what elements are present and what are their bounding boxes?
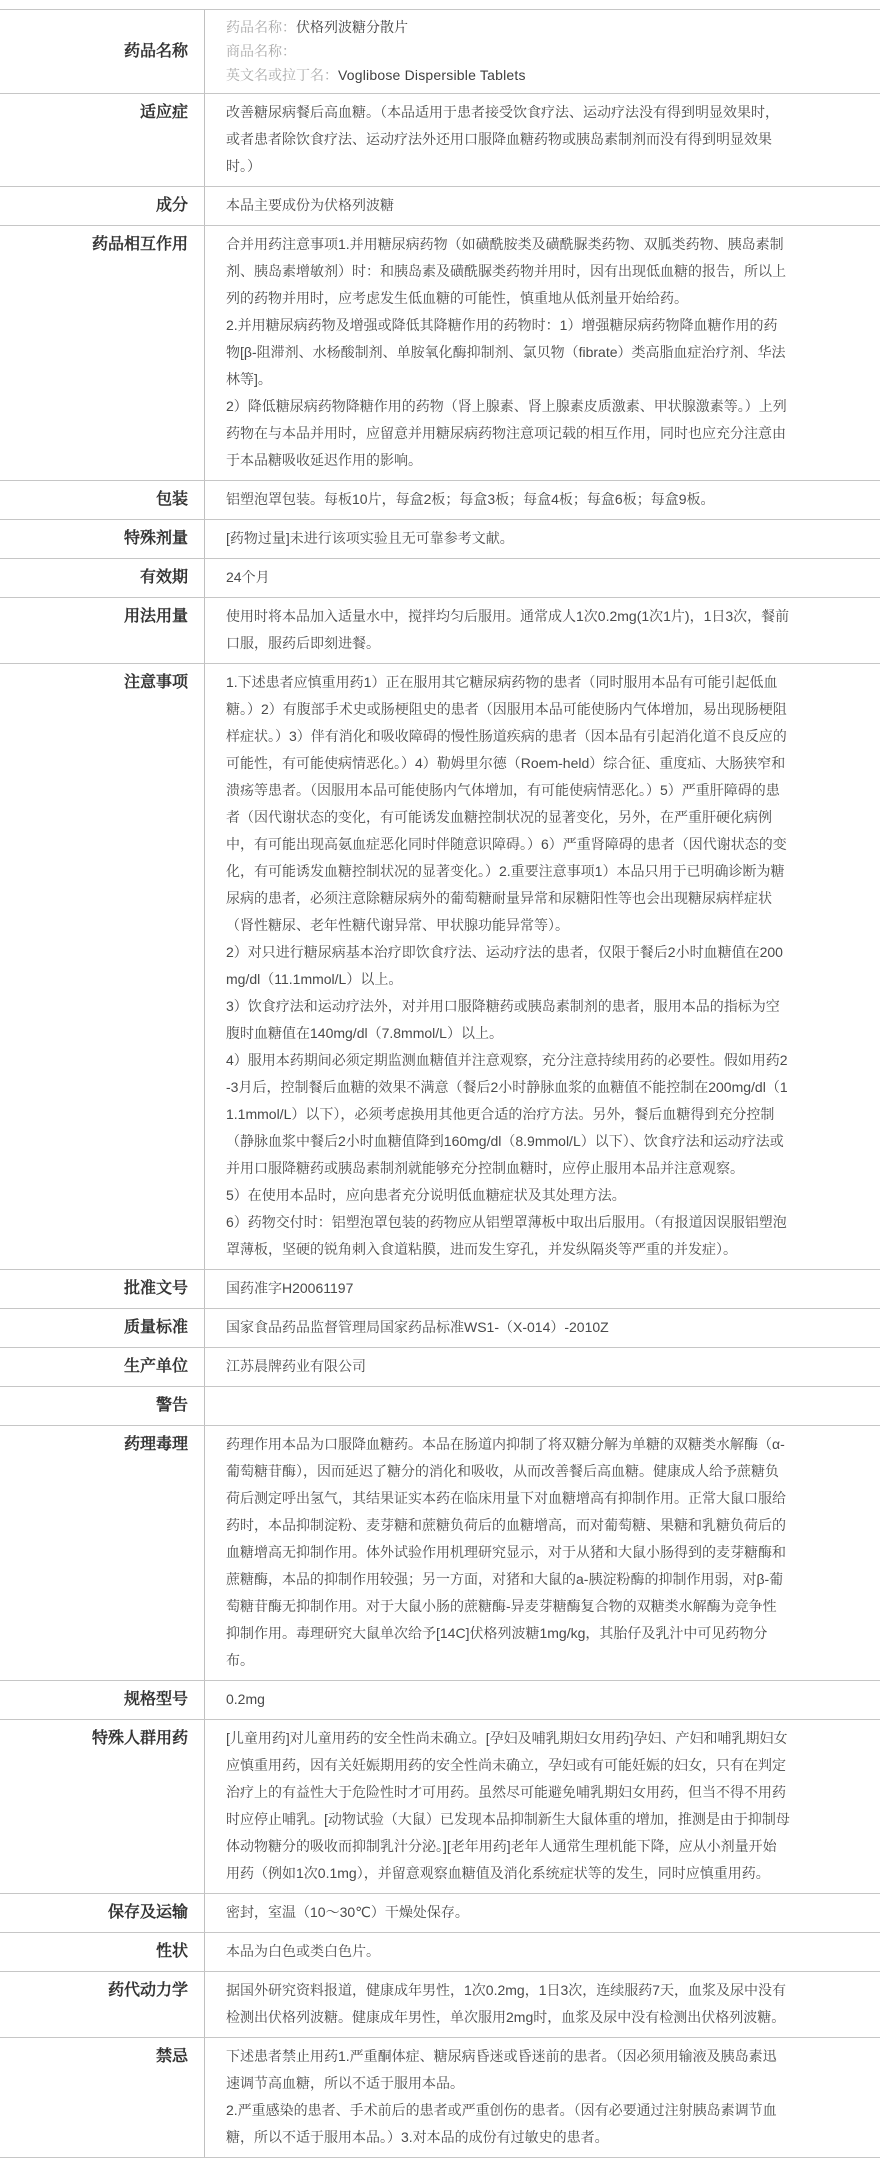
row-content [205, 94, 880, 186]
content-paragraph: 2）降低糖尿病药物降糖作用的药物（肾上腺素、肾上腺素皮质激素、甲状腺激素等。）上列药物在与本品并用时，应留意并用糖尿病药物注意项记载的相互作用，同时也应充分注意由于本品糖吸收延迟作用的影响。 [226, 398, 787, 468]
content-paragraph: 江苏晨牌药业有限公司 [226, 1358, 366, 1374]
row-content [205, 187, 880, 225]
field-line [226, 39, 790, 63]
field-label: 药品名称： [226, 19, 296, 35]
table-row [0, 1426, 880, 1681]
content-paragraph: 密封，室温（10～30℃）干燥处保存。 [226, 1904, 469, 1920]
content-paragraph: 改善糖尿病餐后高血糖。（本品适用于患者接受饮食疗法、运动疗法没有得到明显效果时，或者患者除饮食疗法、运动疗法外还用口服降血糖药物或胰岛素制剂而没有得到明显效果时。） [226, 104, 779, 174]
field-line [226, 15, 790, 39]
content-paragraph: 0.2mg [226, 1691, 265, 1707]
field-label: 商品名称： [226, 43, 296, 59]
table-row [0, 1933, 880, 1972]
table-row [0, 559, 880, 598]
field-line [226, 63, 790, 87]
table-row [0, 520, 880, 559]
table-row [0, 1387, 880, 1426]
row-content [205, 559, 880, 597]
field-value: 伏格列波糖分散片 [296, 19, 408, 35]
row-label: 注意事项 [0, 664, 205, 1269]
content-paragraph: 5）在使用本品时，应向患者充分说明低血糖症状及其处理方法。 [226, 1187, 626, 1203]
content-paragraph: 国药准字H20061197 [226, 1280, 354, 1296]
table-row [0, 1972, 880, 2038]
row-label: 适应症 [0, 94, 205, 186]
content-paragraph: 24个月 [226, 569, 270, 585]
content-paragraph: 铝塑泡罩包装。每板10片，每盒2板；每盒3板；每盒4板；每盒6板；每盒9板。 [226, 491, 715, 507]
table-row [0, 1681, 880, 1720]
row-label: 批准文号 [0, 1270, 205, 1308]
table-row [0, 94, 880, 187]
content-paragraph: 6）药物交付时：铝塑泡罩包装的药物应从铝塑罩薄板中取出后服用。（有报道因误服铝塑泡罩薄板，坚硬的锐角刺入食道粘膜，进而发生穿孔，并发纵隔炎等严重的并发症）。 [226, 1214, 787, 1257]
row-content [205, 1426, 880, 1680]
row-label: 用法用量 [0, 598, 205, 663]
row-label: 性状 [0, 1933, 205, 1971]
row-label: 药品相互作用 [0, 226, 205, 480]
table-row [0, 1720, 880, 1894]
row-label: 保存及运输 [0, 1894, 205, 1932]
row-label: 特殊剂量 [0, 520, 205, 558]
row-content [205, 10, 880, 93]
content-paragraph: 国家食品药品监督管理局国家药品标准WS1-（X-014）-2010Z [226, 1319, 609, 1335]
row-content [205, 598, 880, 663]
content-paragraph: 药理作用本品为口服降血糖药。本品在肠道内抑制了将双糖分解为单糖的双糖类水解酶（α-葡萄糖苷酶），因而延迟了糖分的消化和吸收，从而改善餐后高血糖。健康成人给予蔗糖负荷后测定呼出氢气，其结果证实本药在临床用量下对血糖增高有抑制作用。正常大鼠口服给药时，本品抑制淀粉、麦芽糖和蔗糖负荷后的血糖增高，而对葡萄糖、果糖和乳糖负荷后的血糖增高无抑制作用。体外试验作用机理研究显示，对于从猪和大鼠小肠得到的麦芽糖酶和蔗糖酶，本品的抑制作用较强；另一方面，对猪和大鼠的a-胰淀粉酶的抑制作用弱，对β-葡萄糖苷酶无抑制作用。对于大鼠小肠的蔗糖酶-异麦芽糖酶复合物的双糖类水解酶为竞争性抑制作用。毒理研究大鼠单次给予[14C]伏格列波糖1mg/kg，其胎仔及乳汁中可见药物分布。 [226, 1436, 786, 1668]
content-paragraph: [药物过量]未进行该项实验且无可靠参考文献。 [226, 530, 514, 546]
row-content [205, 1720, 880, 1893]
content-paragraph: 本品为白色或类白色片。 [226, 1943, 380, 1959]
table-row [0, 2038, 880, 2158]
row-label: 有效期 [0, 559, 205, 597]
row-label: 生产单位 [0, 1348, 205, 1386]
content-paragraph: 2.严重感染的患者、手术前后的患者或严重创伤的患者。（因有必要通过注射胰岛素调节血糖，所以不适于服用本品。）3.对本品的成份有过敏史的患者。 [226, 2102, 777, 2145]
content-paragraph: 2.并用糖尿病药物及增强或降低其降糖作用的药物时：1）增强糖尿病药物降血糖作用的药物[β-阻滞剂、水杨酸制剂、单胺氧化酶抑制剂、氯贝物（fibrate）类高脂血症治疗剂、华法林等]。 [226, 317, 786, 387]
table-row [0, 481, 880, 520]
row-content [205, 1972, 880, 2037]
table-row [0, 1894, 880, 1933]
row-label: 药品名称 [0, 10, 205, 93]
field-value: Voglibose Dispersible Tablets [338, 67, 526, 83]
content-paragraph: 3）饮食疗法和运动疗法外，对并用口服降糖药或胰岛素制剂的患者，服用本品的指标为空腹时血糖值在140mg/dl（7.8mmol/L）以上。 [226, 998, 780, 1041]
row-content [205, 226, 880, 480]
content-paragraph: 下述患者禁止用药1.严重酮体症、糖尿病昏迷或昏迷前的患者。（因必须用输液及胰岛素迅速调节高血糖，所以不适于服用本品。 [226, 2048, 777, 2091]
row-label: 药代动力学 [0, 1972, 205, 2037]
row-content [205, 481, 880, 519]
row-label: 禁忌 [0, 2038, 205, 2157]
row-label: 规格型号 [0, 1681, 205, 1719]
row-content [205, 1933, 880, 1971]
table-row [0, 1348, 880, 1387]
row-content [205, 1681, 880, 1719]
row-label: 特殊人群用药 [0, 1720, 205, 1893]
content-paragraph: 本品主要成份为伏格列波糖 [226, 197, 394, 213]
row-content [205, 520, 880, 558]
content-paragraph: 合并用药注意事项1.并用糖尿病药物（如磺酰胺类及磺酰脲类药物、双胍类药物、胰岛素制剂、胰岛素增敏剂）时：和胰岛素及磺酰脲类药物并用时，因有出现低血糖的报告，所以上列的药物并用时，应考虑发生低血糖的可能性，慎重地从低剂量开始给药。 [226, 236, 786, 306]
table-row [0, 598, 880, 664]
content-paragraph: 使用时将本品加入适量水中，搅拌均匀后服用。通常成人1次0.2mg(1次1片)，1日3次，餐前口服，服药后即刻进餐。 [226, 608, 790, 651]
table-row [0, 10, 880, 94]
row-content [205, 1387, 880, 1425]
row-content [205, 664, 880, 1269]
table-row [0, 664, 880, 1270]
row-content [205, 1270, 880, 1308]
row-content [205, 1348, 880, 1386]
content-paragraph: 2）对只进行糖尿病基本治疗即饮食疗法、运动疗法的患者，仅限于餐后2小时血糖值在200mg/dl（11.1mmol/L）以上。 [226, 944, 783, 987]
drug-info-table [0, 9, 880, 2158]
row-label: 包装 [0, 481, 205, 519]
content-paragraph: [儿童用药]对儿童用药的安全性尚未确立。[孕妇及哺乳期妇女用药]孕妇、产妇和哺乳期妇女应慎重用药，因有关妊娠期用药的安全性尚未确立，孕妇或有可能妊娠的妇女，只有在判定治疗上的有益性大于危险性时才可用药。虽然尽可能避免哺乳期妇女用药，但当不得不用药时应停止哺乳。[动物试验（大鼠）已发现本品抑制新生大鼠体重的增加，推测是由于抑制母体动物糖分的吸收而抑制乳汁分泌。][老年用药]老年人通常生理机能下降，应从小剂量开始用药（例如1次0.1mg），并留意观察血糖值及消化系统症状等的发生，同时应慎重用药。 [226, 1730, 790, 1881]
content-paragraph: 1.下述患者应慎重用药1）正在服用其它糖尿病药物的患者（同时服用本品有可能引起低血糖。）2）有腹部手术史或肠梗阻史的患者（因服用本品可能使肠内气体增加，易出现肠梗阻样症状。）3）伴有消化和吸收障碍的慢性肠道疾病的患者（因本品有引起消化道不良反应的可能性，有可能使病情恶化。）4）勒姆里尔德（Roem-held）综合征、重度疝、大肠狭窄和溃疡等患者。（因服用本品可能使肠内气体增加，有可能使病情恶化。）5）严重肝障碍的患者（因代谢状态的变化，有可能诱发血糖控制状况的显著变化，另外，在严重肝硬化病例中，有可能出现高氨血症恶化同时伴随意识障碍。）6）严重肾障碍的患者（因代谢状态的变化，有可能诱发血糖控制状况的显著变化。）2.重要注意事项1）本品只用于已明确诊断为糖尿病的患者，必须注意除糖尿病外的葡萄糖耐量异常和尿糖阳性等也会出现糖尿病样症状（肾性糖尿、老年性糖代谢异常、甲状腺功能异常等）。 [226, 674, 787, 933]
row-label: 药理毒理 [0, 1426, 205, 1680]
row-label: 成分 [0, 187, 205, 225]
table-row [0, 187, 880, 226]
table-row [0, 226, 880, 481]
row-content [205, 1894, 880, 1932]
content-paragraph: 据国外研究资料报道，健康成年男性，1次0.2mg，1日3次，连续服药7天，血浆及尿中没有检测出伏格列波糖。健康成年男性，单次服用2mg时，血浆及尿中没有检测出伏格列波糖。 [226, 1982, 787, 2025]
field-label: 英文名或拉丁名： [226, 67, 338, 83]
table-row [0, 1270, 880, 1309]
row-content [205, 1309, 880, 1347]
table-row [0, 1309, 880, 1348]
content-paragraph: 4）服用本药期间必须定期监测血糖值并注意观察，充分注意持续用药的必要性。假如用药2-3月后，控制餐后血糖的效果不满意（餐后2小时静脉血浆的血糖值不能控制在200mg/dl（11.1mmol/L）以下），必须考虑换用其他更合适的治疗方法。另外，餐后血糖得到充分控制（静脉血浆中餐后2小时血糖值降到160mg/dl（8.9mmol/L）以下）、饮食疗法和运动疗法或并用口服降糖药或胰岛素制剂就能够充分控制血糖时，应停止服用本品并注意观察。 [226, 1052, 788, 1176]
row-label: 质量标准 [0, 1309, 205, 1347]
row-label: 警告 [0, 1387, 205, 1425]
row-content [205, 2038, 880, 2157]
